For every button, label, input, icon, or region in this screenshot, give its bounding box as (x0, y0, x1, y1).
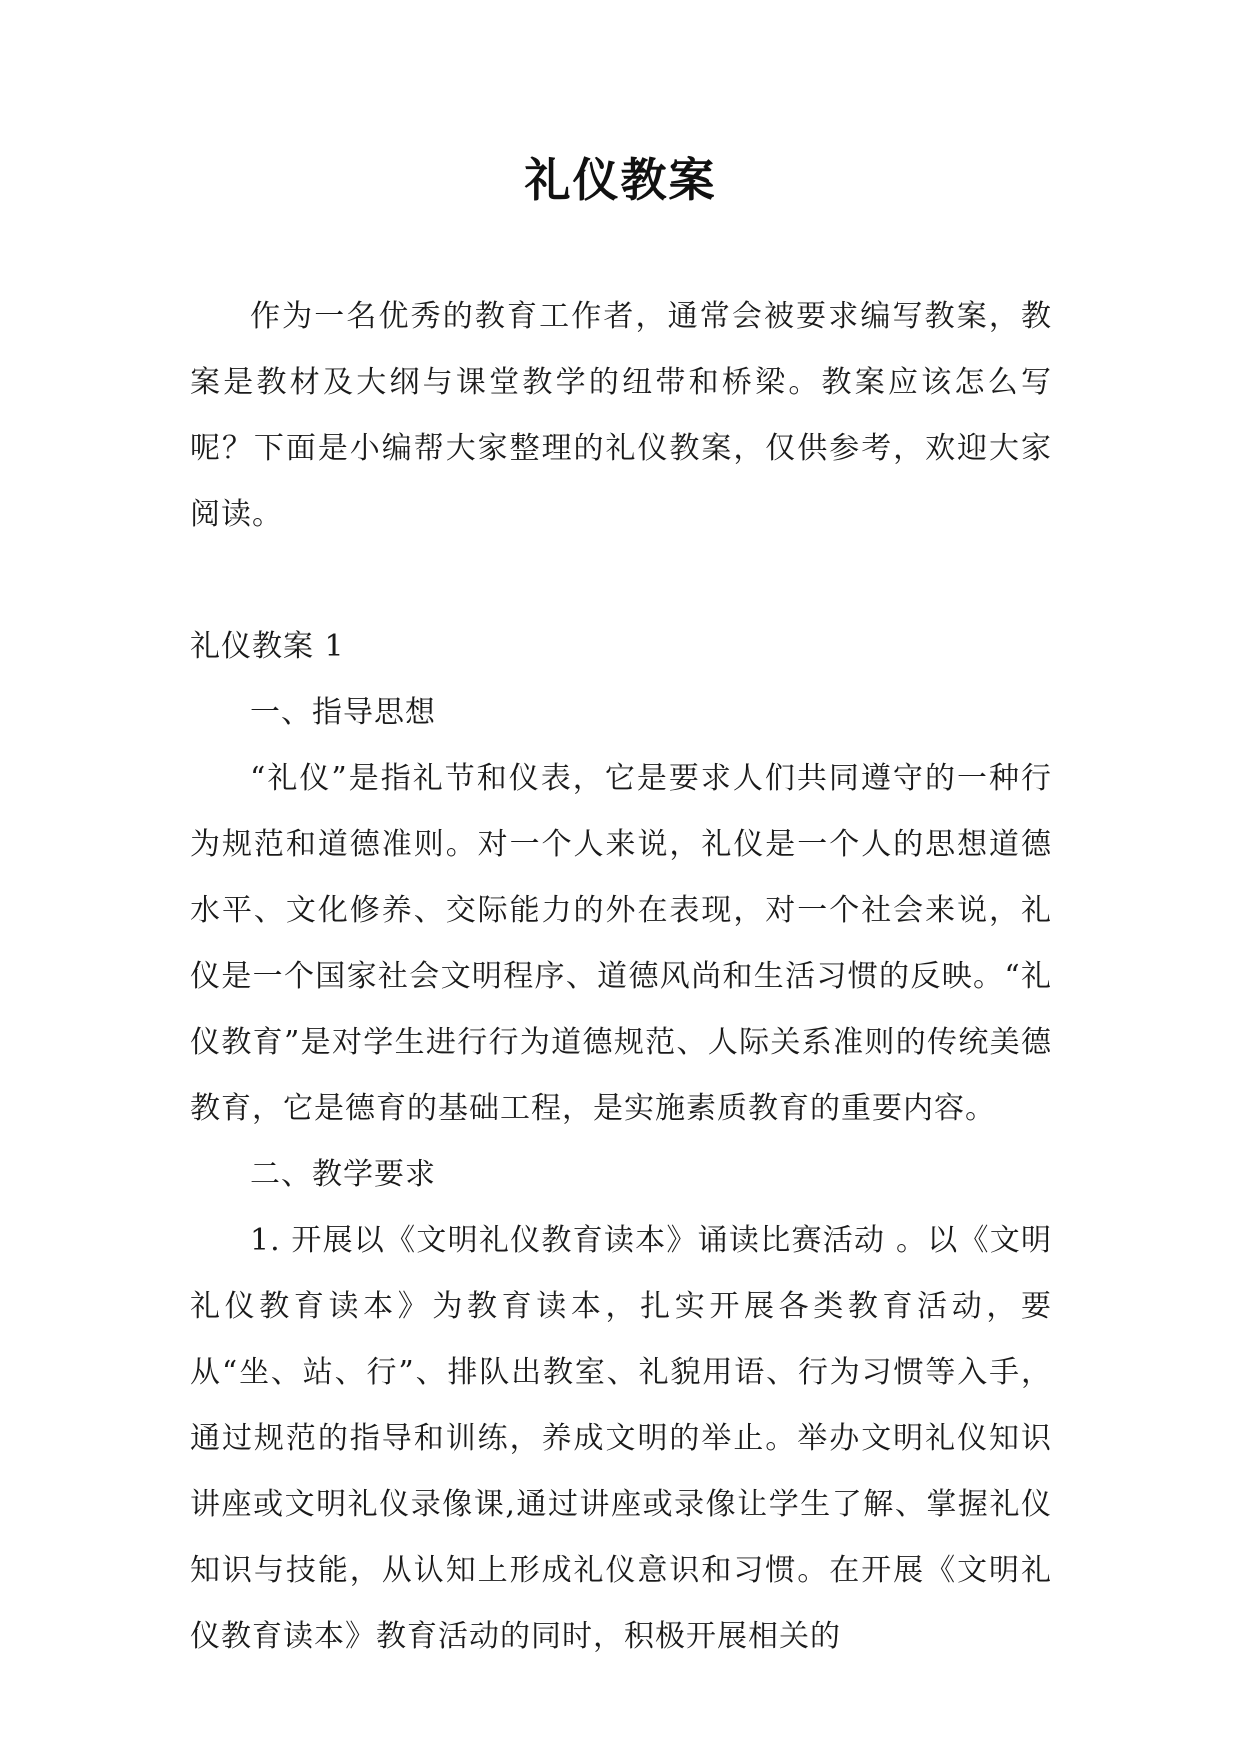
document-body (190, 284, 1052, 1670)
section-title: 礼仪教案 1 (190, 629, 345, 664)
paragraph-guiding-ideology: “礼仪”是指礼节和仪表，它是要求人们共同遵守的一种行为规范和道德准则。对一个人来说，礼仪是一个人的思想道德水平、文化修养、交际能力的外在表现，对一个社会来说，礼仪是一个国家社会文明程序、道德风尚和生活习惯的反映。“礼仪教育”是对学生进行行为道德规范、人际关系准则的传统美德教育，它是德育的基础工程，是实施素质教育的重要内容。 (190, 761, 1052, 1126)
heading-teaching-requirements: 二、教学要求 (250, 1157, 436, 1192)
paragraph-teaching-requirements: 1. 开展以《文明礼仪教育读本》诵读比赛活动 。以《文明礼仪教育读本》为教育读本，扎实开展各类教育活动，要从“坐、站、行”、排队出教室、礼貌用语、行为习惯等入手，通过规范的指导和训练，养成文明的举止。举办文明礼仪知识讲座或文明礼仪录像课,通过讲座或录像让学生了解、掌握礼仪知识与技能，从认知上形成礼仪意识和习惯。在开展《文明礼仪教育读本》教育活动的同时，积极开展相关的 (190, 1223, 1052, 1654)
intro-paragraph: 作为一名优秀的教育工作者，通常会被要求编写教案，教案是教材及大纲与课堂教学的纽带和桥梁。教案应该怎么写呢？下面是小编帮大家整理的礼仪教案，仅供参考，欢迎大家阅读。 (190, 299, 1052, 532)
document-title: 礼仪教案 (524, 153, 717, 207)
heading-guiding-ideology: 一、指导思想 (250, 695, 436, 730)
